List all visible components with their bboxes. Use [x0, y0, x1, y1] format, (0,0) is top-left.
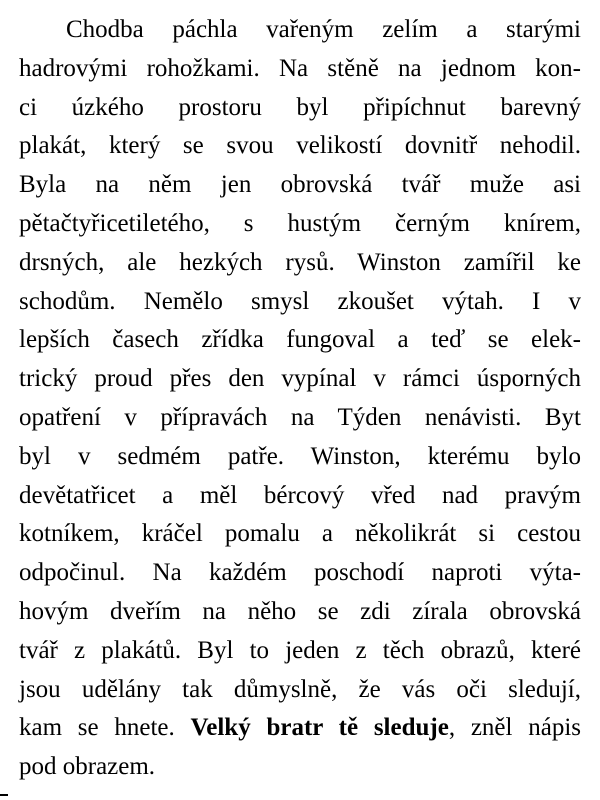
text-line-19 [19, 709, 581, 748]
text-line-10: trický proud přes den vypínal v rámci úsporných [19, 365, 581, 393]
text-line-8: schodům. Nemělo smysl zkoušet výtah. I v [19, 287, 581, 315]
text-line-4: plakát, který se svou velikostí dovnitř nehodil. [19, 132, 581, 160]
text-line-15: odpočinul. Na každém poschodí naproti výta- [19, 559, 581, 587]
text-line-16: hovým dveřím na něho se zdi zírala obrovská [19, 597, 581, 625]
text-line-20: pod obrazem. [19, 753, 156, 781]
text-line-3: ci úzkého prostoru byl připíchnut barevný [19, 93, 581, 121]
text-line-1: Chodba páchla vařeným zelím a starými [66, 16, 581, 43]
text-line-17: tvář z plakátů. Byl to jeden z těch obrazů, které [19, 636, 581, 664]
text-line-6: pětačtyřicetiletého, s hustým černým knírem, [19, 209, 581, 237]
body-paragraph [19, 11, 581, 787]
emphasized-slogan: Velký bratr tě sleduje [190, 714, 449, 742]
text-line-19-start: kam se hnete. [19, 714, 191, 742]
text-line-12: byl v sedmém patře. Winston, kterému bylo [19, 442, 581, 470]
text-line-13: devětatřicet a měl bércový vřed nad pravým [19, 481, 581, 509]
text-line-5: Byla na něm jen obrovská tvář muže asi [19, 171, 581, 199]
text-line-7: drsných, ale hezkých rysů. Winston zamířil ke [19, 248, 581, 276]
text-line-19-end: , zněl nápis [448, 714, 581, 742]
text-line-9: lepších časech zřídka fungoval a teď se elek- [19, 326, 581, 354]
text-line-18: jsou udělány tak důmyslně, že vás oči sledují, [19, 675, 581, 703]
text-line-11: opatření v přípravách na Týden nenávisti. Byt [19, 403, 581, 431]
margin-mark [0, 794, 8, 796]
text-line-14: kotníkem, kráčel pomalu a několikrát si cestou [19, 520, 581, 548]
text-line-2: hadrovými rohožkami. Na stěně na jednom kon- [19, 54, 581, 82]
